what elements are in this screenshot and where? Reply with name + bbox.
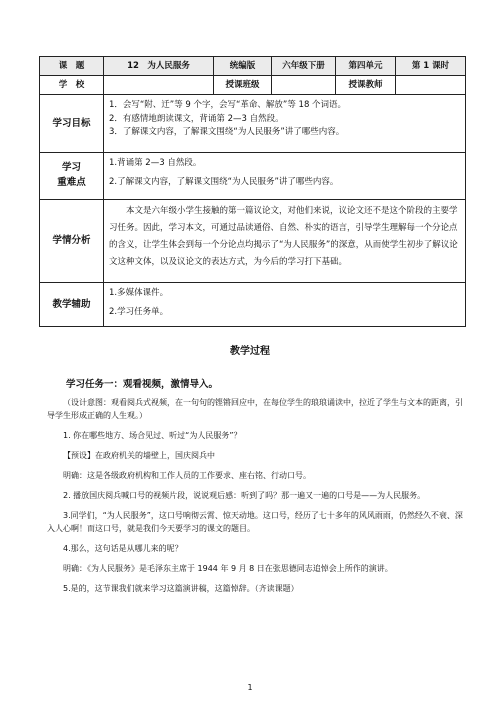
objective-item: 3．了解课文内容，了解课文围绕“为人民服务”讲了哪些内容。 (109, 127, 345, 138)
analysis-text: 本文是六年级小学生接触的第一篇议论文，对他们来说，议论文还不是这个阶段的主要学习任务。因此，学习本文，可通过品读通俗、自然、朴实的语言，引导学生理解每一个分论点的含义，让学生体会到每一个分论点均揭示了“为人民服务”的深意，从而使学生初步了解议论文这种文体，以及议论文的表达方式，为今后的学习打下基础。 (109, 206, 458, 267)
aids-row (40, 283, 466, 327)
objective-item: 2．有感情地朗读课文，背诵第 2—3 自然段。 (109, 113, 284, 124)
process-title: 教学过程 (230, 346, 270, 357)
aid-item: 1.多媒体课件。 (109, 288, 169, 298)
task-heading: 学习任务一：观看视频，激情导入。 (66, 379, 219, 390)
key-point-item: 1.背诵第 2—3 自然段。 (109, 158, 202, 168)
key-point-item: 2.了解课文内容，了解课文围绕“为人民服务”讲了哪些内容。 (109, 176, 339, 187)
process-paragraph: 4.那么，这句话是从哪儿来的呢？ (63, 544, 183, 553)
school-value (104, 76, 214, 95)
period-cell: 第 1 课时 (396, 57, 466, 76)
lesson-title: 12 为人民服务 (104, 57, 214, 76)
process-paragraph: 1. 你在哪些地方、场合见过、听过“为人民服务”？ (63, 431, 242, 440)
analysis-row (40, 200, 466, 283)
objectives-label: 学习目标 (40, 95, 104, 153)
aids-label: 教学辅助 (40, 283, 104, 327)
class-label: 授课班级 (214, 76, 272, 95)
analysis-label: 学情分析 (40, 200, 104, 283)
process-paragraph: 3.同学们，“为人民服务”，这口号响彻云霄、惊天动地。这口号，经历了七十多年的风风雨雨，仍然经久不衰、深入人心啊！而这口号，就是我们今天要学习的课文的题目。 (47, 511, 463, 533)
school-row (40, 76, 466, 95)
key-points-label-line2: 重难点 (57, 177, 86, 188)
teacher-label: 授课教师 (336, 76, 396, 95)
edition-cell: 统编版 (214, 57, 272, 76)
page-number: 1 (247, 683, 253, 692)
process-paragraph: 5.是的，这节课我们就来学习这篇演讲稿，这篇悼辞。（齐读课题） (63, 584, 299, 593)
key-points-label-line1: 学习 (61, 162, 81, 174)
subject-label: 课 题 (40, 57, 104, 76)
analysis-content (104, 200, 466, 283)
design-intent: （设计意图：观看阅兵式视频，在一句句的铿锵回应中，在每位学生的琅琅诵读中，拉近了学生与文本的距离，引导学生形成正确的人生观。） (47, 398, 463, 420)
objective-item: 1．会写“附、迁”等 9 个字，会写“革命、解放”等 18 个词语。 (109, 100, 347, 110)
header-row (40, 57, 466, 76)
key-points-row (40, 153, 466, 200)
process-paragraph: 明确：这是各级政府机构和工作人员的工作要求、座右铭、行动口号。 (63, 471, 311, 480)
process-paragraph: 【预设】在政府机关的墙壁上，国庆阅兵中 (63, 451, 215, 460)
process-paragraph: 2. 播放国庆阅兵喊口号的视频片段，说说观后感：听到了吗？那一遍又一遍的口号是——为人民服务。 (63, 491, 426, 500)
lesson-plan-table (39, 56, 466, 327)
aid-item: 2.学习任务单。 (109, 306, 169, 317)
key-points-content (104, 153, 466, 200)
process-body (47, 378, 465, 602)
grade-cell: 六年级下册 (272, 57, 336, 76)
process-paragraph: 明确：《为人民服务》是毛泽东主席于 1944 年 9 月 8 日在张思德同志追悼会上所作的演讲。 (63, 564, 393, 573)
objectives-row (40, 95, 466, 153)
class-value (272, 76, 336, 95)
school-label: 学 校 (40, 76, 104, 95)
aids-content (104, 283, 466, 327)
unit-cell: 第四单元 (336, 57, 396, 76)
objectives-content (104, 95, 466, 153)
key-points-label (40, 153, 104, 200)
teacher-value (396, 76, 466, 95)
